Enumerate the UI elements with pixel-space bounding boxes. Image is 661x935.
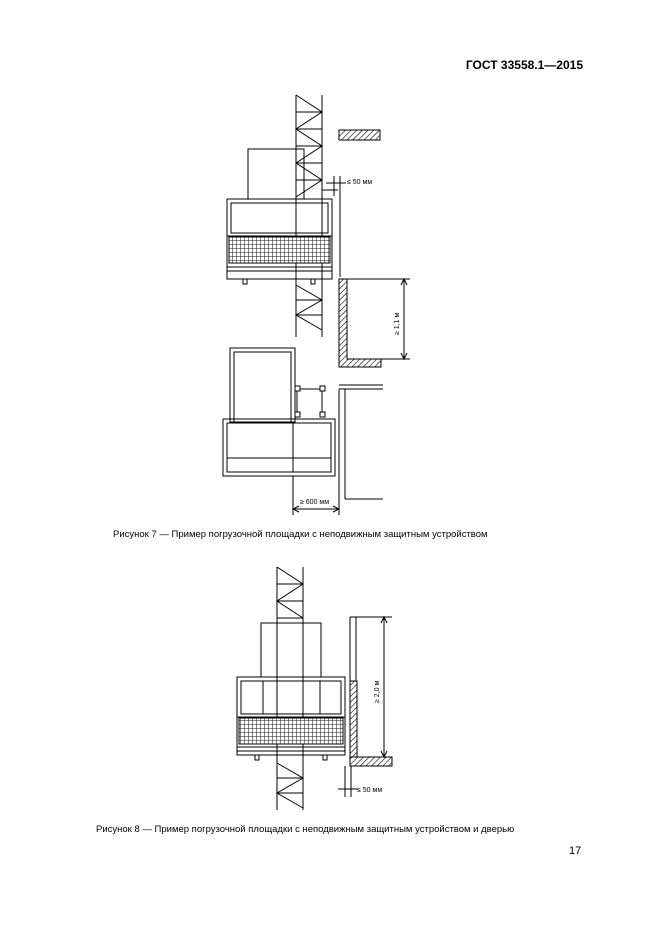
label-gap-fig8: ≤ 50 мм: [357, 787, 383, 794]
figure-8-caption: Рисунок 8 — Пример погрузочной площадки с неподвижным защитным устройством и дверью: [96, 824, 515, 835]
lift-platform-fig8: [237, 677, 345, 760]
lift-platform-upper: [227, 190, 338, 284]
label-gap-fig7: ≤ 50 мм: [347, 179, 373, 186]
figure-7-drawing: [223, 95, 410, 515]
mast-lattice-fig8: [277, 567, 303, 810]
label-height-fig7: ≥ 1,1 м: [394, 312, 401, 335]
figure-8-drawing: [237, 567, 392, 810]
mast-lattice: [296, 95, 322, 337]
cage-upper-box-fig8: [261, 623, 321, 677]
document-number: ГОСТ 33558.1—2015: [465, 58, 583, 72]
page-number: 17: [569, 845, 582, 857]
dimension-gap-fig8: [338, 766, 358, 797]
slab-top: [339, 130, 380, 140]
fixed-guard-with-door: [350, 617, 392, 766]
lift-platform-lower: [223, 419, 335, 476]
dimension-distance: [293, 476, 339, 515]
label-distance-fig7: ≥ 600 мм: [300, 499, 330, 506]
cage-lower: [230, 348, 295, 422]
label-height-fig8: ≥ 2,0 м: [374, 680, 381, 703]
dimension-gap-upper: [326, 176, 346, 196]
dimension-height-fig8: [381, 617, 387, 757]
door-frame-lower: [295, 386, 325, 417]
figure-7-caption: Рисунок 7 — Пример погрузочной площадки с неподвижным защитным устройством: [113, 529, 488, 540]
dimension-height-upper: [401, 279, 407, 359]
landing-floor-lower: [339, 385, 383, 499]
